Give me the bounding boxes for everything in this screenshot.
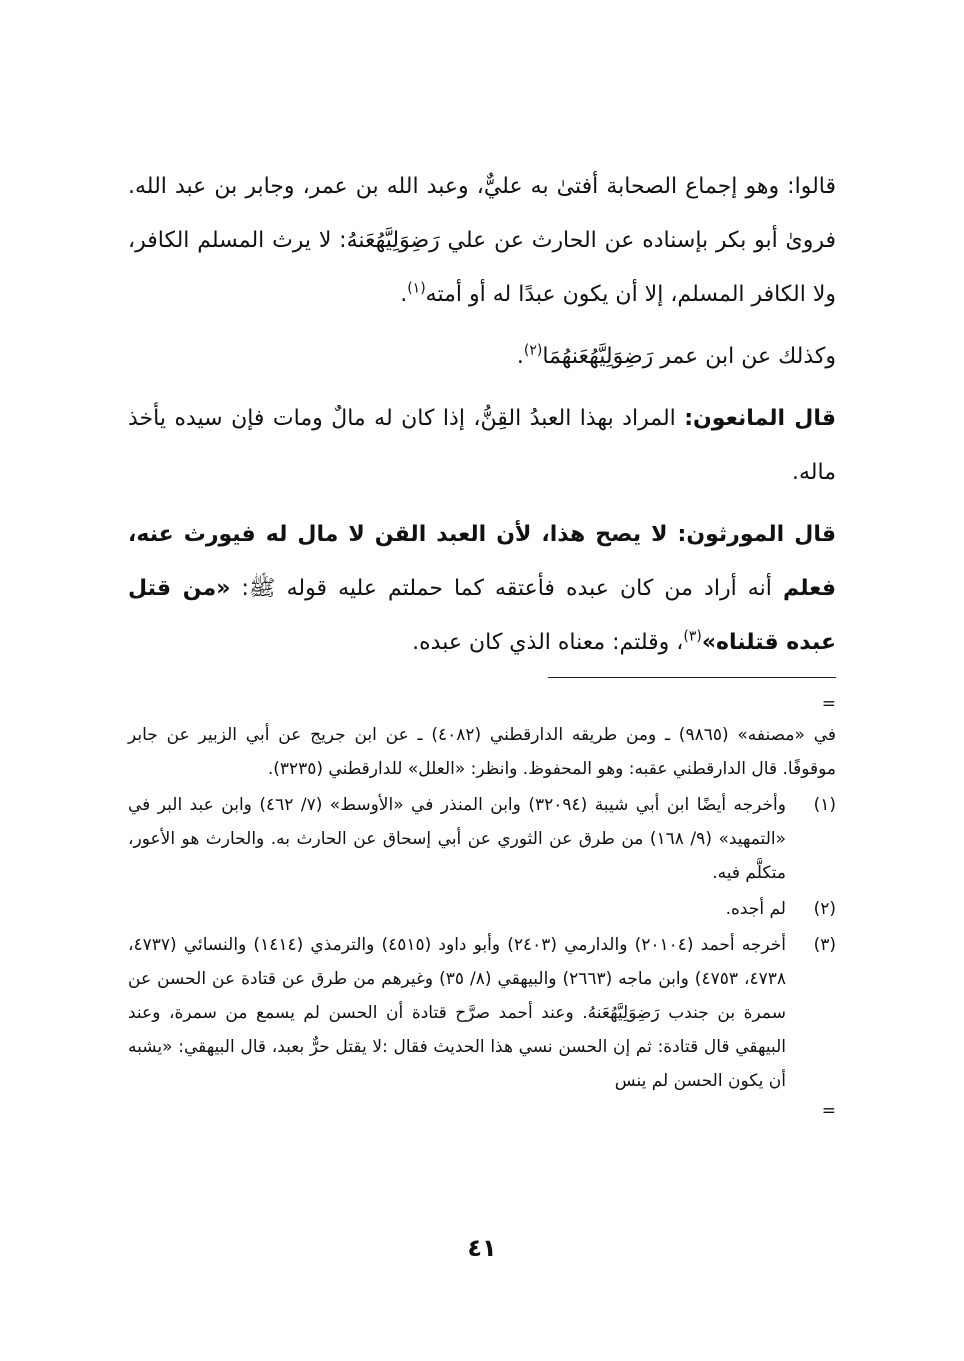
hadith-quote: «من قتل عبده قتلناه»	[128, 576, 836, 655]
footnote-1	[128, 788, 836, 890]
paragraph-4-text: أنه أراد من كان عبده فأعتقه كما حملتم عليه قوله ﷺ:	[230, 576, 783, 601]
footnote-ref-3[interactable]: (٣)	[683, 628, 702, 645]
paragraph-2-text: وكذلك عن ابن عمر رَضِوَلِيَّهُعَنهُمَا	[542, 344, 836, 369]
footnote-number: (٣)	[813, 935, 836, 955]
footnotes	[128, 690, 836, 1124]
footnote-2	[128, 892, 836, 926]
paragraph-4-lead: قال المورثون: لا يصح هذا، لأن العبد القن لا مال له فيورث عنه، فعلم	[128, 522, 836, 601]
paragraph-2: وكذلك عن ابن عمر رَضِوَلِيَّهُعَنهُمَا$^{(٢)}$.	[516, 342, 836, 369]
footnote-ref-2[interactable]: (٢)	[523, 342, 543, 359]
footnote-continuation: في «مصنفه» (٩٨٦٥) ـ ومن طريقه الدارقطني (٤٠٨٢) ـ عن ابن جريج عن أبي الزبير عن جابر موقوفًا. قال الدارقطني عقبه: وهو المحفوظ. وانظر: «العلل» للدارقطني (٣٢٣٥).	[128, 725, 836, 779]
paragraph-1: قالوا: وهو إجماع الصحابة أفتىٰ به عليٌّ، وعبد الله بن عمر، وجابر بن عبد الله. فروىٰ أبو بكر بإسناده عن الحارث عن علي رَضِوَلِيَّهُعَنهُ: لا يرث المسلم الكافر، ولا الكافر المسلم، إلا أن يكون عبدًا له أو أمته$^{(١)}$.	[128, 174, 836, 307]
main-text	[128, 160, 836, 678]
footnote-text: لم أجده.	[725, 899, 786, 919]
continuation-mark: =	[821, 694, 836, 714]
continues-mark: =	[821, 1101, 836, 1121]
footnote-3	[128, 928, 836, 1098]
footnote-ref-1[interactable]: (١)	[407, 280, 426, 297]
footnote-separator	[548, 677, 836, 678]
footnote-number: (٢)	[813, 899, 836, 919]
footnote-text: أخرجه أحمد (٢٠١٠٤) والدارمي (٢٤٠٣) وأبو داود (٤٥١٥) والترمذي (١٤١٤) والنسائي (٤٧٣٧، ٤٧٣٨، ٤٧٥٣) وابن ماجه (٢٦٦٣) والبيهقي (٨/ ٣٥) وغيرهم من طرق عن قتادة عن الحسن عن سمرة بن جندب رَضِوَلِيَّهُعَنهُ. وعند أحمد صرَّح قتادة أن الحسن لم يسمع من سمرة، وعند البيهقي قال قتادة: ثم إن الحسن نسي هذا الحديث فقال :لا يقتل حرٌّ بعبد، قال البيهقي: «يشبه أن يكون الحسن لم ينس	[128, 935, 786, 1091]
footnote-text: وأخرجه أيضًا ابن أبي شيبة (٣٢٠٩٤) وابن المنذر في «الأوسط» (٧/ ٤٦٢) وابن عبد البر في «التمهيد» (٩/ ١٦٨) من طرق عن الثوري عن أبي إسحاق عن الحارث به. والحارث هو الأعور، متكلَّم فيه.	[128, 795, 786, 883]
paragraph-4: قال المورثون: لا يصح هذا، لأن العبد القن لا مال له فيورث عنه، فعلم أنه أراد من كان عبده فأعتقه كما حملتم عليه قوله ﷺ: «من قتل عبده قتلناه»$^{(٣)}$، وقلتم: معناه الذي كان عبده.	[128, 522, 836, 655]
footnote-number: (١)	[813, 795, 836, 815]
paragraph-3-lead: قال المانعون:	[684, 406, 836, 431]
paragraph-1-text: قالوا: وهو إجماع الصحابة أفتىٰ به عليٌّ، وعبد الله بن عمر، وجابر بن عبد الله. فروىٰ أبو بكر بإسناده عن الحارث عن علي رَضِوَلِيَّهُعَنهُ: لا يرث المسلم الكافر، ولا الكافر المسلم، إلا أن يكون عبدًا له أو أمته	[128, 174, 836, 307]
page-number: ٤١	[467, 1234, 497, 1262]
paragraph-3	[128, 392, 836, 500]
paragraph-3-text: المراد بهذا العبدُ القِنُّ، إذا كان له مالٌ ومات فإن سيده يأخذ ماله.	[128, 406, 836, 485]
